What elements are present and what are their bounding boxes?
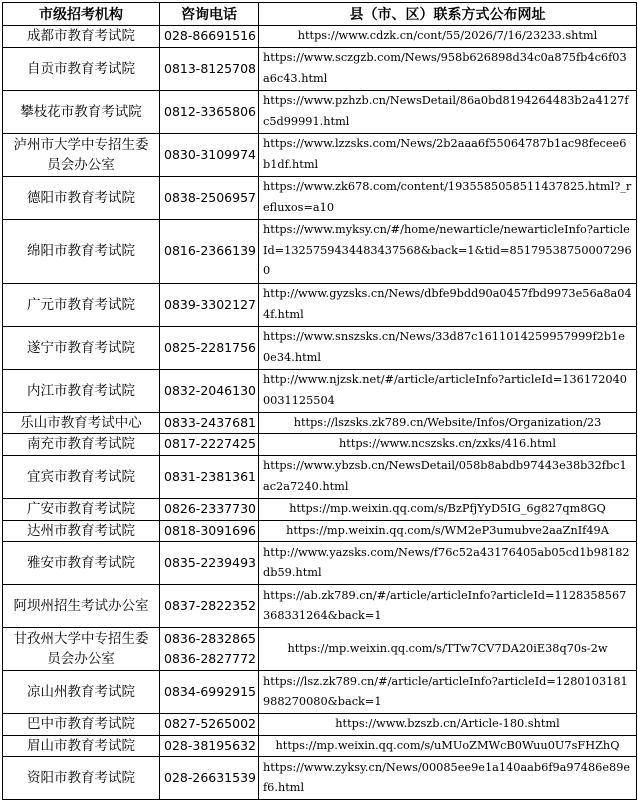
phone-cell (160, 714, 259, 736)
table-row (3, 455, 637, 498)
org-name-cell: 遂宁市教育考试院 (3, 326, 160, 369)
url-cell[interactable]: https://lsz.zk789.cn/#/article/articleInfo?articleId=1280103181988270080&back=1 (259, 671, 637, 714)
phone-number: 0825-2281756 (164, 339, 256, 355)
url-cell[interactable]: https://www.cdzk.cn/cont/55/2026/7/16/23233.shtml (259, 26, 637, 48)
phone-number: 0813-8125708 (164, 60, 256, 76)
phone-number: 0831-2381361 (164, 468, 256, 484)
phone-cell (160, 47, 259, 90)
phone-number: 0827-5265002 (164, 716, 256, 732)
phone-cell (160, 26, 259, 48)
url-cell[interactable]: https://www.zyksy.cn/News/00085ee9e1a140aab6f9a97486e89ef6.html (259, 757, 637, 800)
table-row (3, 326, 637, 369)
header-org: 市级招考机构 (3, 3, 160, 26)
table-body (3, 26, 637, 800)
org-name-cell: 宜宾市教育考试院 (3, 455, 160, 498)
phone-number: 0838-2506957 (164, 189, 256, 205)
table-row (3, 26, 637, 48)
url-cell[interactable]: https://www.ybzsb.cn/NewsDetail/058b8abdb97443e38b32fbc1ac2a7240.html (259, 455, 637, 498)
phone-number: 0812-3365806 (164, 103, 256, 119)
contact-table (2, 2, 637, 800)
url-cell[interactable]: https://mp.weixin.qq.com/s/TTw7CV7DA20iE38q70s-2w (259, 628, 637, 671)
url-cell[interactable]: https://www.zk678.com/content/1935585058511437825.html?_refluxos=a10 (259, 176, 637, 219)
org-name-cell: 成都市教育考试院 (3, 26, 160, 48)
org-name-cell: 德阳市教育考试院 (3, 176, 160, 219)
url-cell[interactable]: http://www.njzsk.net/#/article/articleInfo?articleId=1361720400031125504 (259, 369, 637, 412)
table-row (3, 133, 637, 176)
url-cell[interactable]: https://www.snszsks.cn/News/33d87c1611014259957999f2b1e0e34.html (259, 326, 637, 369)
table-row (3, 757, 637, 800)
phone-cell (160, 133, 259, 176)
org-name-cell: 广元市教育考试院 (3, 283, 160, 326)
phone-cell (160, 434, 259, 456)
table-row (3, 628, 637, 671)
url-cell[interactable]: https://www.sczgzb.com/News/958b626898d34c0a875fb4c6f03a6c43.html (259, 47, 637, 90)
org-name-cell: 资阳市教育考试院 (3, 757, 160, 800)
header-phone: 咨询电话 (160, 3, 259, 26)
url-cell[interactable]: https://www.lzzsks.com/News/2b2aaa6f55064787b1ac98fecee6b1df.html (259, 133, 637, 176)
phone-cell (160, 520, 259, 542)
phone-cell (160, 369, 259, 412)
phone-cell (160, 412, 259, 434)
phone-cell (160, 90, 259, 133)
url-cell[interactable]: https://www.ncszsks.cn/zxks/416.html (259, 434, 637, 456)
phone-number: 0817-2227425 (164, 436, 256, 452)
table-row (3, 47, 637, 90)
url-cell[interactable]: https://www.myksy.cn/#/home/newarticle/newarticleInfo?articleId=1325759434483437568&back=1&tid=851795387500072960 (259, 219, 637, 283)
phone-cell (160, 628, 259, 671)
table-header-row (3, 3, 637, 26)
org-name-cell: 眉山市教育考试院 (3, 735, 160, 757)
phone-number: 0832-2046130 (164, 382, 256, 398)
org-name-cell: 泸州市大学中专招生委员会办公室 (3, 133, 160, 176)
phone-number: 0833-2437681 (164, 414, 256, 430)
contact-table-container (2, 2, 636, 800)
phone-cell (160, 219, 259, 283)
table-row (3, 283, 637, 326)
phone-cell (160, 176, 259, 219)
org-name-cell: 达州市教育考试院 (3, 520, 160, 542)
org-name-cell: 巴中市教育考试院 (3, 714, 160, 736)
url-cell[interactable]: http://www.gyzsks.cn/News/dbfe9bdd90a0457fbd9973e56a8a044f.html (259, 283, 637, 326)
table-row (3, 542, 637, 585)
url-cell[interactable]: https://mp.weixin.qq.com/s/uMUoZMWcB0Wuu0U7sFHZhQ (259, 735, 637, 757)
phone-number: 0818-3091696 (164, 522, 256, 538)
phone-cell (160, 455, 259, 498)
phone-cell (160, 326, 259, 369)
table-row (3, 434, 637, 456)
table-row (3, 219, 637, 283)
table-row (3, 90, 637, 133)
org-name-cell: 甘孜州大学中专招生委员会办公室 (3, 628, 160, 671)
org-name-cell: 广安市教育考试院 (3, 498, 160, 520)
org-name-cell: 绵阳市教育考试院 (3, 219, 160, 283)
table-row (3, 176, 637, 219)
table-row (3, 412, 637, 434)
phone-number: 0837-2822352 (164, 598, 256, 613)
table-row (3, 671, 637, 714)
org-name-cell: 南充市教育考试院 (3, 434, 160, 456)
org-name-cell: 自贡市教育考试院 (3, 47, 160, 90)
phone-cell (160, 542, 259, 585)
phone-cell (160, 283, 259, 326)
phone-cell (160, 585, 259, 628)
url-cell[interactable]: https://mp.weixin.qq.com/s/BzPfjYyD5IG_6g827qm8GQ (259, 498, 637, 520)
phone-number: 0830-3109974 (164, 146, 256, 162)
phone-number: 0835-2239493 (164, 555, 256, 570)
phone-cell (160, 757, 259, 800)
phone-number: 028-26631539 (164, 770, 256, 785)
phone-number: 028-38195632 (164, 737, 256, 753)
org-name-cell: 阿坝州招生考试办公室 (3, 585, 160, 628)
phone-number: 0839-3302127 (164, 296, 256, 312)
url-cell[interactable]: https://www.pzhzb.cn/NewsDetail/86a0bd8194264483b2a4127fc5d99991.html (259, 90, 637, 133)
table-row (3, 369, 637, 412)
table-row (3, 735, 637, 757)
phone-cell (160, 735, 259, 757)
url-cell[interactable]: https://ab.zk789.cn/#/article/articleInfo?articleId=1128358567368331264&back=1 (259, 585, 637, 628)
phone-number: 0826-2337730 (164, 501, 256, 516)
org-name-cell: 攀枝花市教育考试院 (3, 90, 160, 133)
phone-number: 0836-2827772 (164, 651, 256, 666)
header-url: 县（市、区）联系方式公布网址 (259, 3, 637, 26)
url-cell[interactable]: https://mp.weixin.qq.com/s/WM2eP3umubve2aaZnIf49A (259, 520, 637, 542)
phone-number: 028-86691516 (164, 28, 256, 44)
url-cell[interactable]: https://www.bzszb.cn/Article-180.shtml (259, 714, 637, 736)
phone-number: 0816-2366139 (164, 243, 256, 258)
org-name-cell: 雅安市教育考试院 (3, 542, 160, 585)
table-row (3, 585, 637, 628)
table-row (3, 498, 637, 520)
phone-cell (160, 671, 259, 714)
org-name-cell: 乐山市教育考试中心 (3, 412, 160, 434)
url-cell[interactable]: https://lszsks.zk789.cn/Website/Infos/Organization/23 (259, 412, 637, 434)
table-row (3, 520, 637, 542)
phone-number: 0836-2832865 (164, 631, 256, 646)
url-cell[interactable]: http://www.yazsks.com/News/f76c52a43176405ab05cd1b98182db59.html (259, 542, 637, 585)
table-row (3, 714, 637, 736)
org-name-cell: 凉山州教育考试院 (3, 671, 160, 714)
phone-number: 0834-6992915 (164, 684, 256, 699)
phone-cell (160, 498, 259, 520)
org-name-cell: 内江市教育考试院 (3, 369, 160, 412)
